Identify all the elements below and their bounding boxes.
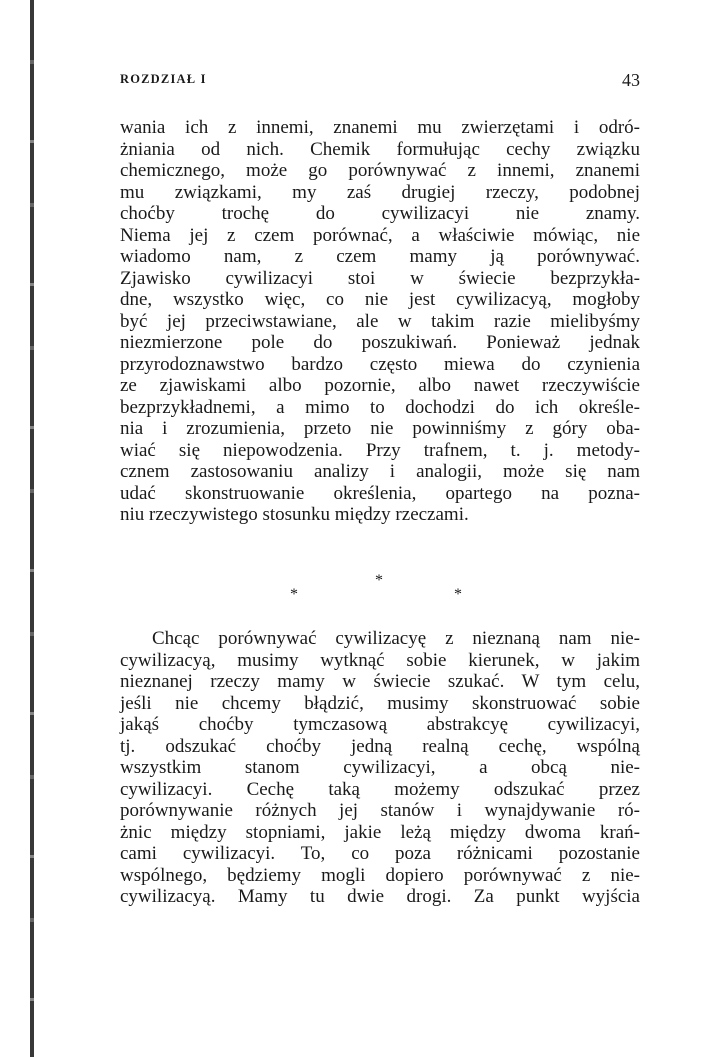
- text-line: wspólnego, będziemy mogli dopiero porównywać z nie-: [120, 864, 640, 886]
- running-header: [120, 70, 640, 94]
- chapter-title: ROZDZIAŁ I: [120, 72, 207, 86]
- asterisk: *: [375, 572, 383, 589]
- text-line: dne, wszystko więc, co nie jest cywilizacyą, mogłoby: [120, 289, 640, 310]
- text-line: mu związkami, my zaś drugiej rzeczy, podobnej: [120, 181, 640, 203]
- text-line: tj. odszukać choćby jedną realną cechę, wspólną: [120, 735, 640, 757]
- asterisk: *: [454, 586, 462, 603]
- section-break-asterism: [120, 572, 640, 608]
- text-line: cznem zastosowaniu analizy i analogii, może się nam: [120, 461, 640, 482]
- text-line: chemicznego, może go porównywać z innemi, znanemi: [120, 160, 640, 181]
- page-binding-edge: [30, 0, 34, 1057]
- text-line: jakąś choćby tymczasową abstrakcyę cywilizacyi,: [120, 714, 640, 735]
- text-line: wiać się niepowodzenia. Przy trafnem, t. j. metody-: [120, 439, 640, 461]
- page-number: 43: [622, 70, 640, 90]
- text-line: wszystkim stanom cywilizacyi, a obcą nie-: [120, 757, 640, 778]
- text-line: bezprzykładnemi, a mimo to dochodzi do ich określe-: [120, 396, 640, 418]
- text-line: przyrodoznawstwo bardzo często miewa do czynienia: [120, 353, 640, 375]
- text-line: cami cywilizacyi. To, co poza różnicami pozostanie: [120, 843, 640, 864]
- text-line: ze zjawiskami albo pozornie, albo nawet rzeczywiście: [120, 375, 640, 396]
- text-line: Chcąc porównywać cywilizacyę z nieznaną nam nie-: [152, 628, 640, 649]
- text-line: nia i zrozumienia, przeto nie powinniśmy z góry oba-: [120, 418, 640, 439]
- text-line: udać skonstruowanie określenia, opartego na pozna-: [120, 482, 640, 504]
- paragraph-1: [120, 117, 640, 526]
- text-line: niezmierzone pole do poszukiwań. Ponieważ jednak: [120, 332, 640, 353]
- text-line: nieznanej rzeczy mamy w świecie szukać. W tym celu,: [120, 671, 640, 692]
- paragraph-2: [120, 628, 640, 908]
- text-line: jeśli nie chcemy błądzić, musimy skonstruować sobie: [120, 692, 640, 714]
- text-line: wiadomo nam, z czem mamy ją porównywać.: [120, 246, 640, 267]
- text-line: Zjawisko cywilizacyi stoi w świecie bezprzykła-: [120, 267, 640, 289]
- text-line: żnic między stopniami, jakie leżą między dwoma krań-: [120, 821, 640, 843]
- text-line: cywilizacyą. Mamy tu dwie drogi. Za punkt wyjścia: [120, 886, 640, 907]
- asterisk: *: [290, 586, 298, 603]
- text-line: być jej przeciwstawiane, ale w takim razie mielibyśmy: [120, 310, 640, 332]
- text-line: niu rzeczywistego stosunku między rzeczami.: [120, 504, 469, 525]
- text-line: choćby trochę do cywilizacyi nie znamy.: [120, 203, 640, 224]
- text-line: żniania od nich. Chemik formułując cechy związku: [120, 138, 640, 160]
- text-line: wania ich z innemi, znanemi mu zwierzętami i odró-: [120, 117, 640, 138]
- text-line: Niema jej z czem porównać, a właściwie mówiąc, nie: [120, 224, 640, 246]
- text-line: cywilizacyi. Cechę taką możemy odszukać przez: [120, 778, 640, 800]
- text-line: cywilizacyą, musimy wytknąć sobie kierunek, w jakim: [120, 649, 640, 671]
- text-line: porównywanie różnych jej stanów i wynajdywanie ró-: [120, 800, 640, 821]
